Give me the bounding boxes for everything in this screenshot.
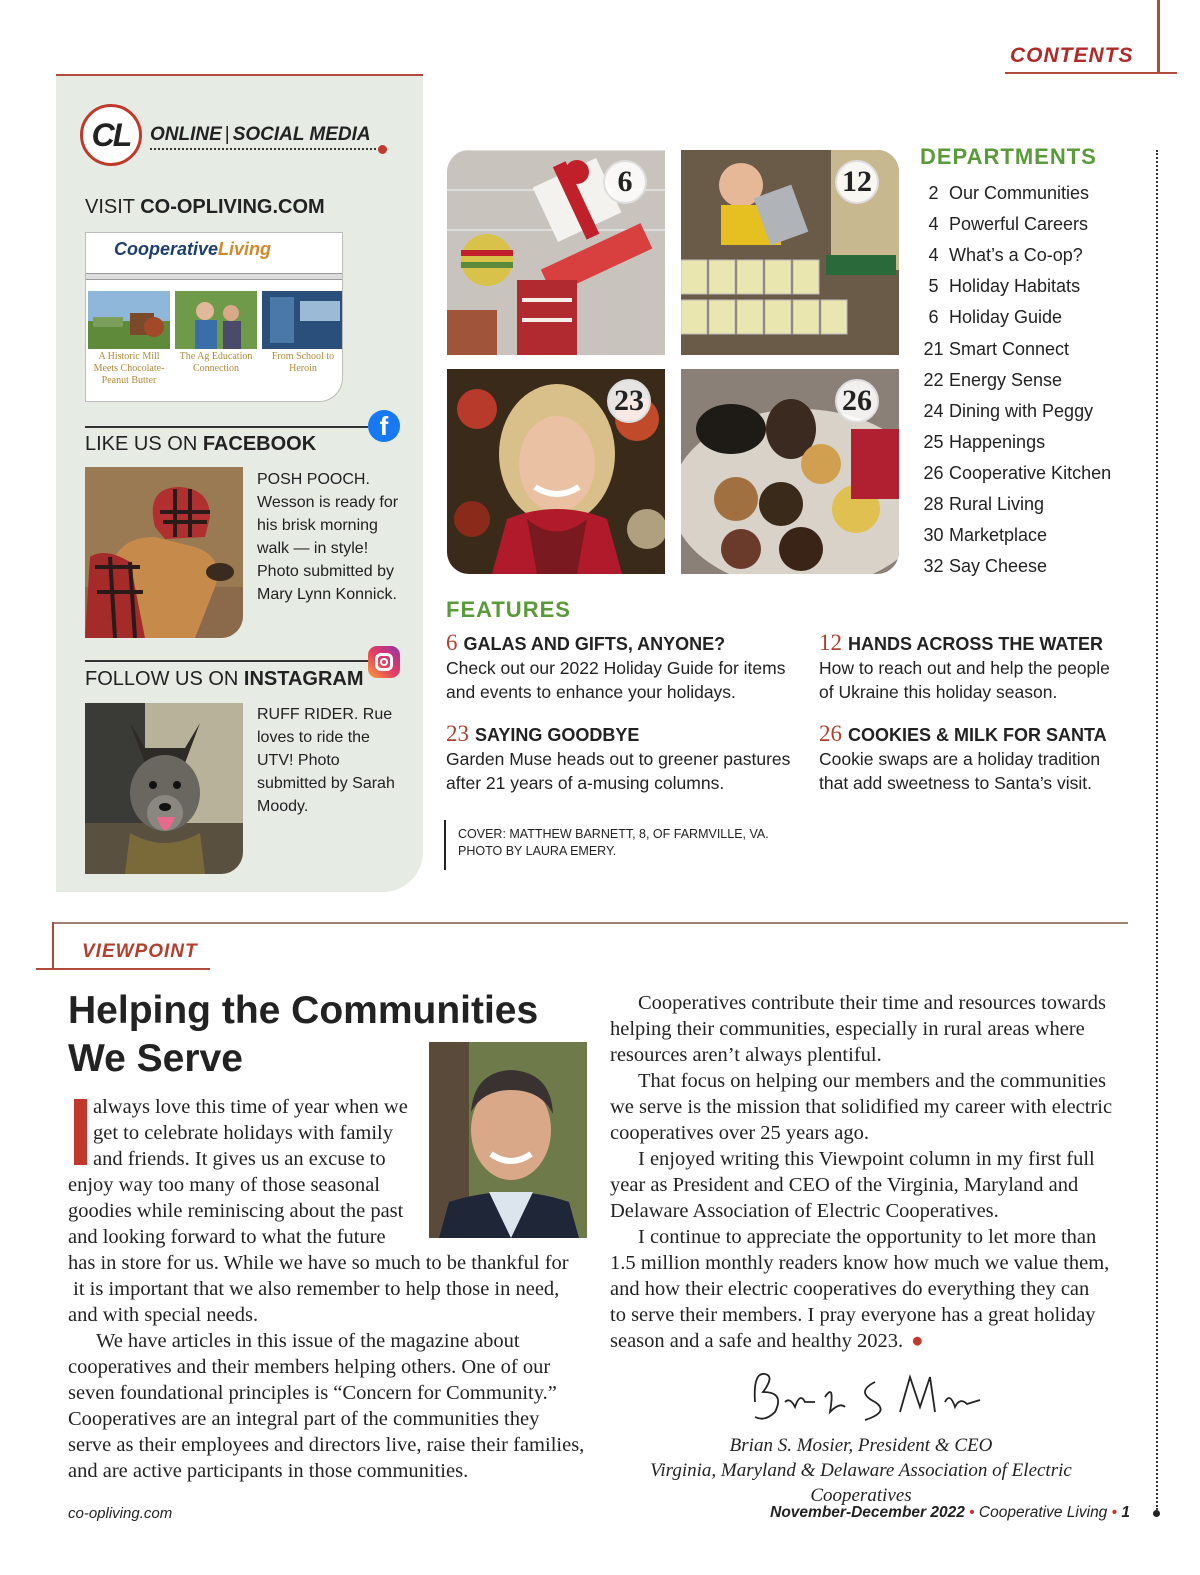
body-line: Cooperatives are an integral part of the communities they <box>68 1408 540 1430</box>
viewpoint-title-line: Helping the Communities <box>68 989 539 1032</box>
feature-photo-26[interactable] <box>681 369 899 574</box>
features-heading: FEATURES <box>446 597 571 622</box>
dog-photo-rue <box>85 703 243 874</box>
body-line: season and a safe and healthy 2023. ● <box>610 1330 924 1352</box>
feature-photo-number: 6 <box>603 160 647 204</box>
website-tile <box>88 291 170 349</box>
website-tile <box>175 291 257 349</box>
department-page: 22 <box>923 369 944 390</box>
body-line: helping their communities, especially in rural areas where <box>610 1018 1085 1040</box>
viewpoint-column-1 <box>68 1094 588 1484</box>
body-line: cooperatives over 25 years ago. <box>610 1122 869 1144</box>
departments-list <box>918 178 1138 582</box>
body-line: I enjoyed writing this Viewpoint column in my first full <box>638 1148 1095 1170</box>
viewpoint-underline <box>36 968 210 970</box>
body-line: seven foundational principles is “Concern for Community.” <box>68 1382 557 1404</box>
department-page: 24 <box>923 400 944 421</box>
website-logo-a: Cooperative <box>114 239 219 259</box>
facebook-label-strong: FACEBOOK <box>202 433 317 455</box>
body-line: We have articles in this issue of the magazine about <box>96 1330 520 1352</box>
feature-page: 12 <box>819 630 842 655</box>
footer-issue: November-December 2022 <box>770 1504 965 1521</box>
feature-photo-6[interactable] <box>447 150 665 355</box>
end-mark: ● <box>911 1330 924 1352</box>
feature-description: Check out our 2022 Holiday Guide for items and events to enhance your holidays. <box>446 658 786 702</box>
department-item[interactable] <box>918 396 1138 427</box>
body-line: serve as their employees and directors live, raise their families, <box>68 1434 585 1456</box>
ceo-organization: Virginia, Maryland & Delaware Association of Electric Cooperatives <box>650 1460 1072 1506</box>
department-title: Rural Living <box>949 493 1045 514</box>
department-title: Holiday Habitats <box>949 276 1081 297</box>
department-title: Marketplace <box>949 525 1048 546</box>
body-line: and looking forward to what the future <box>68 1226 386 1248</box>
footer-issue-line <box>700 1504 1130 1522</box>
feature-page: 26 <box>819 721 842 746</box>
department-title: Happenings <box>949 431 1046 452</box>
posh-pooch-photo <box>85 467 243 638</box>
department-item[interactable] <box>918 271 1138 302</box>
body-line: I continue to appreciate the opportunity to let more than <box>638 1226 1097 1248</box>
ceo-signature <box>745 1362 985 1432</box>
department-item[interactable] <box>918 302 1138 333</box>
feature-description: Garden Muse heads out to greener pastures after 21 years of a-musing columns. <box>446 749 791 793</box>
margin-dotted-rule <box>1156 150 1158 1510</box>
department-title: Smart Connect <box>949 338 1070 359</box>
website-tile-caption: From School to Heroin <box>271 351 335 374</box>
instagram-caption: RUFF RIDER. Rue loves to ride the UTV! Photo submitted by Sarah Moody. <box>257 706 395 815</box>
feature-photo-23[interactable] <box>447 369 665 574</box>
department-item[interactable] <box>918 209 1138 240</box>
facebook-icon[interactable]: f <box>368 410 400 442</box>
cover-credit-line: COVER: MATTHEW BARNETT, 8, OF FARMVILLE, VA. <box>458 827 769 841</box>
feature-title-text: HANDS ACROSS THE WATER <box>848 634 1104 654</box>
body-line: it is important that we also remember to help those in need, <box>68 1278 560 1300</box>
viewpoint-rule <box>52 922 1128 924</box>
visit-site-line <box>85 196 325 219</box>
website-tile-caption: A Historic Mill Meets Chocolate-Peanut Butter <box>93 351 165 386</box>
department-title: Energy Sense <box>949 369 1063 390</box>
feature-title-text: GALAS AND GIFTS, ANYONE? <box>463 634 726 654</box>
department-item[interactable] <box>918 489 1138 520</box>
viewpoint-label: VIEWPOINT <box>82 941 198 962</box>
feature-title <box>819 630 1129 656</box>
instagram-rule <box>85 660 368 662</box>
viewpoint-column-2 <box>610 990 1130 1354</box>
department-title: Holiday Guide <box>949 307 1063 328</box>
website-logo-b: Living <box>218 239 272 259</box>
department-item[interactable] <box>918 333 1138 364</box>
department-item[interactable] <box>918 520 1138 551</box>
feature-item[interactable] <box>819 721 1129 795</box>
feature-photo-12[interactable] <box>681 150 899 355</box>
feature-description: How to reach out and help the people of Ukraine this holiday season. <box>819 658 1110 702</box>
body-line: get to celebrate holidays with family <box>93 1122 394 1144</box>
footer-bullet: • <box>969 1504 975 1521</box>
department-page: 5 <box>928 276 939 297</box>
department-title: Cooperative Kitchen <box>949 462 1112 483</box>
website-preview-nav <box>86 273 343 280</box>
footer-magazine: Cooperative Living <box>978 1504 1108 1521</box>
body-line: resources aren’t always plentiful. <box>610 1044 882 1066</box>
body-line: to serve their members. I pray everyone has a great holiday <box>610 1304 1096 1326</box>
instagram-label-prefix: FOLLOW US ON <box>85 668 244 690</box>
dog-photo-wesson <box>85 467 243 638</box>
feature-title-text: COOKIES & MILK FOR SANTA <box>848 725 1107 745</box>
online-social-title <box>150 124 371 146</box>
department-item[interactable] <box>918 551 1138 582</box>
department-page: 21 <box>923 338 944 359</box>
viewpoint-tick <box>52 922 54 970</box>
department-page: 32 <box>923 556 944 577</box>
feature-photo-number: 26 <box>835 379 879 423</box>
mill-photo <box>88 291 170 349</box>
department-page: 28 <box>923 493 944 514</box>
online-title-right: SOCIAL MEDIA <box>232 124 371 145</box>
body-line: enjoy way too many of those seasonal <box>68 1174 380 1196</box>
facebook-label <box>85 433 316 456</box>
feature-title-text: SAYING GOODBYE <box>475 725 640 745</box>
body-line: we serve is the mission that solidified my career with electric <box>610 1096 1113 1118</box>
feature-title <box>446 721 796 747</box>
school-photo <box>262 291 343 349</box>
section-label: CONTENTS <box>1010 44 1134 67</box>
body-line: and are active participants in those communities. <box>68 1460 469 1482</box>
feature-photo-number: 12 <box>835 160 879 204</box>
body-line: year as President and CEO of the Virginia, Maryland and <box>610 1174 1079 1196</box>
feature-page: 23 <box>446 721 469 746</box>
website-preview-logo <box>114 239 271 260</box>
feature-item[interactable] <box>446 721 796 795</box>
body-line: 1.5 million monthly readers know how much we value them, <box>610 1252 1110 1274</box>
cover-credit-bar <box>444 820 446 870</box>
header-rule-vertical <box>1157 0 1160 74</box>
visit-prefix: VISIT <box>85 196 141 218</box>
department-item[interactable] <box>918 240 1138 271</box>
title-divider: | <box>224 124 230 145</box>
facebook-rule <box>85 426 368 428</box>
ceo-byline <box>600 1433 1122 1508</box>
cl-logo <box>80 104 142 166</box>
department-page: 30 <box>923 525 944 546</box>
department-title: What’s a Co-op? <box>949 245 1083 266</box>
department-title: Powerful Careers <box>949 214 1089 235</box>
body-line: cooperatives and their members helping others. One of our <box>68 1356 551 1378</box>
panel-top-rule <box>56 74 423 76</box>
departments-heading: DEPARTMENTS <box>920 144 1097 169</box>
ceo-name: Brian S. Mosier, President & CEO <box>729 1435 993 1456</box>
department-title: Dining with Peggy <box>949 400 1094 421</box>
header-rule <box>1005 72 1177 74</box>
body-line: has in store for us. While we have so much to be thankful for <box>68 1252 569 1274</box>
ag-photo <box>175 291 257 349</box>
department-item[interactable] <box>918 365 1138 396</box>
department-title: Say Cheese <box>949 556 1048 577</box>
title-dotted-rule <box>150 148 380 150</box>
feature-photo-number: 23 <box>607 379 651 423</box>
feature-item[interactable] <box>819 630 1129 704</box>
footer-dot <box>1153 1510 1160 1517</box>
ruff-rider-photo <box>85 703 243 874</box>
feature-item[interactable] <box>446 630 796 704</box>
department-page: 2 <box>928 183 939 204</box>
feature-page: 6 <box>446 630 458 655</box>
footer-bullet: • <box>1111 1504 1118 1521</box>
website-tile-caption: The Ag Education Connection <box>179 351 253 374</box>
feature-description: Cookie swaps are a holiday tradition that add sweetness to Santa’s visit. <box>819 749 1101 793</box>
footer-page-number: 1 <box>1121 1504 1130 1521</box>
body-line: and how their electric cooperatives do everything they can <box>610 1278 1090 1300</box>
department-page: 26 <box>923 462 944 483</box>
visit-site-link[interactable]: CO-OPLIVING.COM <box>140 196 325 218</box>
department-page: 4 <box>928 245 939 266</box>
title-rule-dot <box>378 145 387 154</box>
facebook-caption: POSH POOCH. Wesson is ready for his brisk morning walk — in style! Photo submitted by Mary Lynn Konnick. <box>257 471 399 603</box>
body-line: and friends. It gives us an excuse to <box>93 1148 386 1170</box>
viewpoint-title-line: We Serve <box>68 1037 243 1080</box>
department-item[interactable] <box>918 178 1138 209</box>
body-line: Delaware Association of Electric Cooperatives. <box>610 1200 999 1222</box>
website-tile <box>262 291 343 349</box>
department-title: Our Communities <box>949 183 1090 204</box>
department-page: 6 <box>928 307 939 328</box>
body-line: and with special needs. <box>68 1304 259 1326</box>
footer-site[interactable]: co-opliving.com <box>68 1505 173 1522</box>
body-line: always love this time of year when we <box>93 1096 408 1118</box>
instagram-label <box>85 668 364 691</box>
body-line: goodies while reminiscing about the past <box>68 1200 404 1222</box>
department-item[interactable] <box>918 427 1138 458</box>
cl-logo-text: CL <box>91 116 131 153</box>
feature-title <box>819 721 1129 747</box>
body-line: That focus on helping our members and the communities <box>638 1070 1106 1092</box>
cover-credit <box>458 826 798 860</box>
cover-credit-line: PHOTO BY LAURA EMERY. <box>458 844 617 858</box>
website-preview[interactable] <box>85 232 343 402</box>
body-line: Cooperatives contribute their time and resources towards <box>638 992 1106 1014</box>
online-title-left: ONLINE <box>150 124 222 145</box>
instagram-icon[interactable] <box>368 646 400 678</box>
instagram-label-strong: INSTAGRAM <box>243 668 364 690</box>
facebook-label-prefix: LIKE US ON <box>85 433 203 455</box>
department-item[interactable] <box>918 458 1138 489</box>
department-page: 4 <box>928 214 939 235</box>
feature-title <box>446 630 796 656</box>
department-page: 25 <box>923 431 944 452</box>
